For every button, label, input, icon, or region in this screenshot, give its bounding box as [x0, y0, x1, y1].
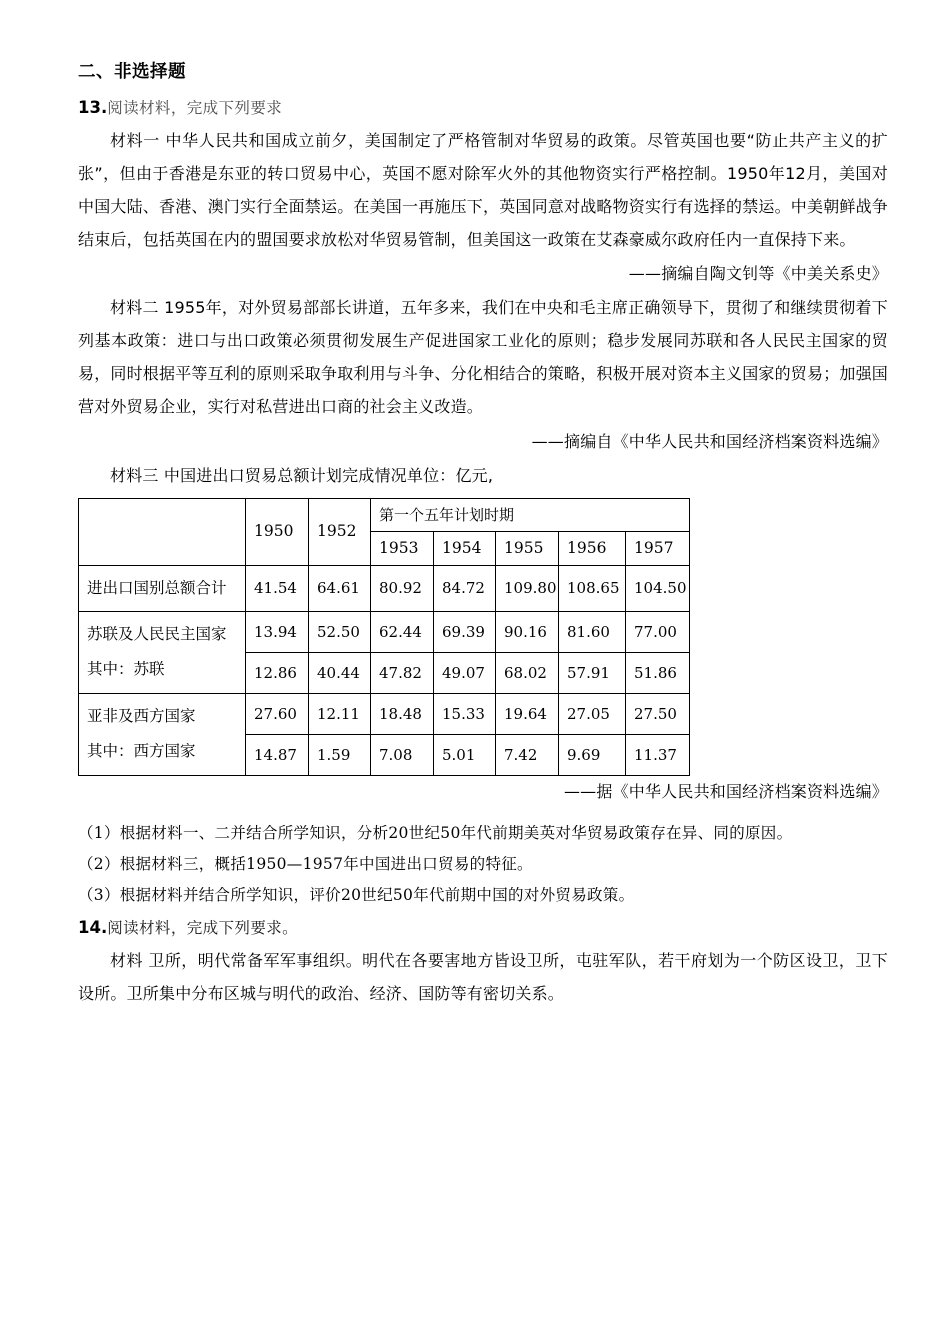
table-header-plan-period: 第一个五年计划时期	[371, 498, 690, 531]
table-header-year-1957: 1957	[626, 531, 690, 565]
cell-ussr-1953: 47.82	[371, 652, 434, 693]
cell-total-1953: 80.92	[371, 565, 434, 611]
section-title: 二、非选择题	[78, 62, 186, 82]
table-header-year-1953: 1953	[371, 531, 434, 565]
cell-west-1952: 1.59	[309, 734, 371, 775]
question-13-prompt: 阅读材料，完成下列要求	[107, 99, 283, 117]
cell-westgroup-1952: 12.11	[309, 693, 371, 734]
cell-ussrgroup-1950: 13.94	[246, 611, 309, 652]
row-label-west-group	[79, 693, 246, 775]
table-header-row-1	[79, 498, 690, 531]
row-label-west-sub: 其中：西方国家	[87, 742, 196, 761]
row-label-west-main: 亚非及西方国家	[87, 707, 196, 726]
question-14-material-paragraph: 材料 卫所，明代常备军军事组织。明代在各要害地方皆设卫所，屯驻军队，若干府划为一个防区设卫，卫下设所。卫所集中分布区城与明代的政治、经济、国防等有密切关系。	[78, 951, 888, 1003]
cell-ussr-1954: 49.07	[434, 652, 496, 693]
sub-question-2: （2）根据材料三，概括1950—1957年中国进出口贸易的特征。	[78, 854, 533, 873]
cell-ussrgroup-1954: 69.39	[434, 611, 496, 652]
material-two-source: ——摘编自《中华人民共和国经济档案资料选编》	[531, 431, 888, 451]
table-row	[79, 693, 690, 734]
cell-total-1952: 64.61	[309, 565, 371, 611]
material-two-paragraph: 材料二 1955年，对外贸易部部长讲道，五年多来，我们在中央和毛主席正确领导下，贯彻了和继续贯彻着下列基本政策：进口与出口政策必须贯彻发展生产促进国家工业化的原则；稳步发展同苏联和各人民民主国家的贸易，同时根据平等互利的原则采取争取利用与斗争、分化相结合的策略，积极开展对资本主义国家的贸易；加强国营对外贸易企业，实行对私营进出口商的社会主义改造。	[78, 298, 889, 416]
cell-ussr-1952: 40.44	[309, 652, 371, 693]
cell-westgroup-1955: 19.64	[496, 693, 559, 734]
cell-total-1955: 109.80	[496, 565, 559, 611]
cell-westgroup-1953: 18.48	[371, 693, 434, 734]
trade-data-table	[78, 498, 690, 776]
table-header-year-1954: 1954	[434, 531, 496, 565]
table-header-year-1955: 1955	[496, 531, 559, 565]
cell-ussrgroup-1952: 52.50	[309, 611, 371, 652]
sub-question-3: （3）根据材料并结合所学知识，评价20世纪50年代前期中国的对外贸易政策。	[78, 885, 635, 904]
cell-total-1956: 108.65	[559, 565, 626, 611]
material-three-source: ——据《中华人民共和国经济档案资料选编》	[563, 781, 888, 801]
table-header-year-1952: 1952	[309, 498, 371, 565]
cell-west-1956: 9.69	[559, 734, 626, 775]
question-14-number: 14.	[78, 917, 108, 937]
table-corner-blank	[79, 498, 246, 565]
cell-ussrgroup-1956: 81.60	[559, 611, 626, 652]
cell-total-1950: 41.54	[246, 565, 309, 611]
cell-total-1954: 84.72	[434, 565, 496, 611]
material-three-heading: 材料三 中国进出口贸易总额计划完成情况单位：亿元,	[110, 465, 494, 485]
cell-total-1957: 104.50	[626, 565, 690, 611]
cell-ussr-1957: 51.86	[626, 652, 690, 693]
material-one-paragraph: 材料一 中华人民共和国成立前夕，美国制定了严格管制对华贸易的政策。尽管英国也要“防止共产主义的扩张”，但由于香港是东亚的转口贸易中心，英国不愿对除军火外的其他物资实行严格控制。1950年12月，美国对中国大陆、香港、澳门实行全面禁运。在美国一再施压下，英国同意对战略物资实行有选择的禁运。中美朝鲜战争结束后，包括英国在内的盟国要求放松对华贸易管制，但美国这一政策在艾森豪威尔政府任内一直保持下来。	[78, 131, 889, 249]
table-body	[79, 565, 690, 775]
sub-question-list	[78, 818, 888, 911]
cell-ussr-1956: 57.91	[559, 652, 626, 693]
question-14-prompt-line	[78, 917, 888, 939]
table-header-year-1956: 1956	[559, 531, 626, 565]
cell-ussrgroup-1957: 77.00	[626, 611, 690, 652]
row-label-total: 进出口国别总额合计	[79, 565, 246, 611]
cell-west-1955: 7.42	[496, 734, 559, 775]
sub-question-1: （1）根据材料一、二并结合所学知识，分析20世纪50年代前期美英对华贸易政策存在异、同的原因。	[78, 823, 793, 842]
cell-westgroup-1957: 27.50	[626, 693, 690, 734]
cell-westgroup-1950: 27.60	[246, 693, 309, 734]
question-13-prompt-line	[78, 97, 888, 119]
material-one-source: ——摘编自陶文钊等《中美关系史》	[628, 264, 888, 284]
row-label-ussr-main: 苏联及人民民主国家	[87, 625, 227, 644]
cell-ussr-1950: 12.86	[246, 652, 309, 693]
cell-west-1954: 5.01	[434, 734, 496, 775]
row-label-ussr-group	[79, 611, 246, 693]
cell-west-1957: 11.37	[626, 734, 690, 775]
cell-west-1950: 14.87	[246, 734, 309, 775]
question-14-prompt: 阅读材料，完成下列要求。	[107, 918, 299, 937]
table-row	[79, 565, 690, 611]
row-label-ussr-sub: 其中：苏联	[87, 660, 165, 679]
cell-westgroup-1956: 27.05	[559, 693, 626, 734]
cell-west-1953: 7.08	[371, 734, 434, 775]
cell-ussrgroup-1953: 62.44	[371, 611, 434, 652]
table-row	[79, 611, 690, 652]
question-13-number: 13.	[78, 98, 108, 117]
table-header	[79, 498, 690, 565]
table-header-year-1950: 1950	[246, 498, 309, 565]
cell-ussr-1955: 68.02	[496, 652, 559, 693]
cell-westgroup-1954: 15.33	[434, 693, 496, 734]
cell-ussrgroup-1955: 90.16	[496, 611, 559, 652]
